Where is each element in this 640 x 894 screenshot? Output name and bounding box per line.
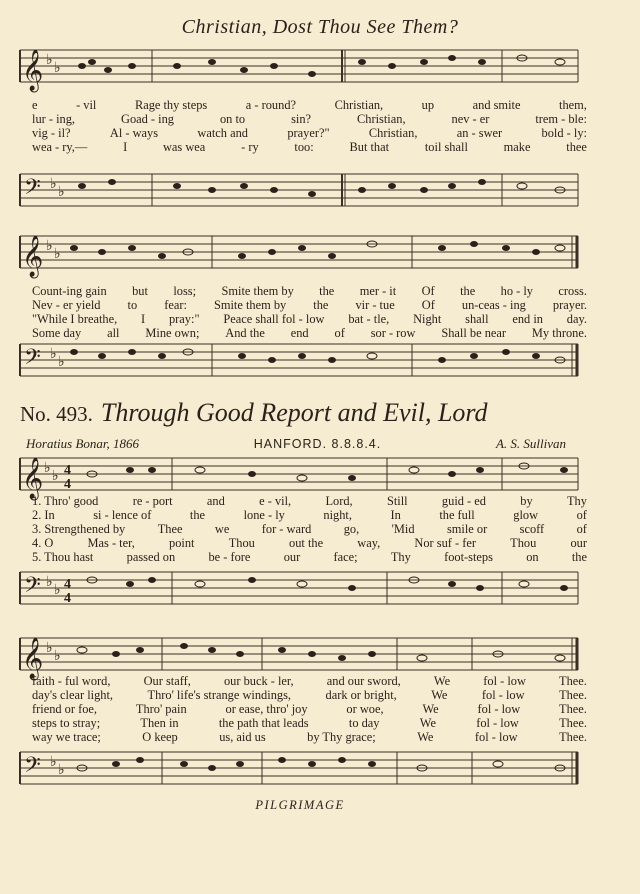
bass-staff — [12, 334, 580, 394]
lyric-syllable: Thee. — [559, 730, 587, 744]
lyric-syllable: toil shall — [424, 140, 468, 154]
lyric-line — [32, 140, 587, 154]
lyric-syllable: fear: — [164, 298, 187, 312]
svg-text:♭: ♭ — [50, 177, 57, 192]
lyric-syllable: vir - tue — [355, 298, 395, 312]
lyric-syllable: Thee. — [559, 674, 587, 688]
lyric-syllable: Al - ways — [109, 126, 159, 140]
svg-text:4: 4 — [64, 463, 71, 478]
svg-text:♭: ♭ — [54, 649, 61, 664]
lyric-syllable: We — [422, 702, 439, 716]
lyric-syllable: Some day — [32, 326, 82, 340]
hymn-title: Through Good Report and Evil, Lord — [100, 398, 488, 427]
lyric-syllable: - vil — [76, 98, 97, 112]
svg-text:𝄞: 𝄞 — [22, 236, 44, 277]
lyric-syllable: vig - il? — [32, 126, 71, 140]
lyric-syllable: re - port — [132, 494, 173, 508]
lyric-syllable: nev - er — [451, 112, 490, 126]
lyric-syllable: fol - low — [481, 688, 525, 702]
hymn-tune: HANFORD. 8.8.8.4. — [253, 437, 382, 451]
lyric-syllable: way we trace; — [32, 730, 101, 744]
lyric-syllable: si - lence of — [93, 508, 152, 522]
svg-text:4: 4 — [64, 577, 71, 592]
lyric-syllable: thee — [566, 140, 587, 154]
svg-text:𝄞: 𝄞 — [22, 638, 44, 679]
lyric-syllable: way, — [357, 536, 381, 550]
lyric-syllable: loss; — [173, 284, 197, 298]
lyric-syllable: Nor suf - fer — [414, 536, 476, 550]
lyric-syllable: was wea — [162, 140, 206, 154]
lyric-syllable: 2. In — [32, 508, 55, 522]
lyric-syllable: too: — [294, 140, 314, 154]
svg-text:♭: ♭ — [54, 583, 61, 598]
lyric-syllable: lone - ly — [243, 508, 285, 522]
lyric-syllable: of — [576, 508, 587, 522]
lyric-syllable: for - ward — [261, 522, 312, 536]
lyric-syllable: Rage thy steps — [134, 98, 208, 112]
hymn-heading — [20, 398, 620, 428]
lyric-syllable: Christian, — [334, 98, 384, 112]
lyric-syllable: Of — [421, 298, 435, 312]
lyric-line — [32, 126, 587, 140]
lyric-syllable: steps to stray; — [32, 716, 101, 730]
svg-text:♭: ♭ — [58, 185, 65, 200]
lyric-syllable: the — [189, 508, 206, 522]
lyric-syllable: on to — [219, 112, 246, 126]
lyric-syllable: faith - ful word, — [32, 674, 111, 688]
lyric-syllable: night, — [323, 508, 352, 522]
svg-text:♭: ♭ — [50, 755, 57, 770]
lyric-syllable: by — [520, 494, 533, 508]
lyric-syllable: Thee. — [559, 716, 587, 730]
lyric-syllable: fol - low — [483, 674, 526, 688]
lyric-syllable: us, aid us — [219, 730, 266, 744]
lyric-syllable: by Thy grace; — [307, 730, 376, 744]
lyric-syllable: mer - it — [359, 284, 397, 298]
lyric-syllable: smile or — [446, 522, 488, 536]
lyric-syllable: Still — [386, 494, 408, 508]
lyric-syllable: e — [32, 98, 38, 112]
lyric-line — [32, 298, 587, 312]
lyric-syllable: wea - ry,— — [32, 140, 88, 154]
svg-text:𝄢: 𝄢 — [24, 753, 41, 783]
lyric-syllable: ho - ly — [500, 284, 533, 298]
lyric-syllable: Mine own; — [145, 326, 200, 340]
lyric-syllable: our buck - ler, — [223, 674, 294, 688]
lyric-syllable: Smite them by — [213, 298, 287, 312]
lyric-syllable: We — [419, 716, 436, 730]
lyric-syllable: day's clear light, — [32, 688, 114, 702]
lyric-syllable: an - swer — [456, 126, 503, 140]
svg-text:𝄞: 𝄞 — [22, 458, 44, 499]
lyric-syllable: 4. O — [32, 536, 54, 550]
lyric-syllable: go, — [343, 522, 360, 536]
lyric-syllable: Thee. — [559, 688, 587, 702]
svg-text:𝄢: 𝄢 — [24, 345, 41, 375]
lyric-syllable: Then in — [140, 716, 179, 730]
lyric-syllable: fol - low — [477, 702, 521, 716]
lyric-syllable: Thy — [390, 550, 411, 564]
lyric-syllable: 3. Strengthened by — [32, 522, 126, 536]
lyric-syllable: face; — [333, 550, 358, 564]
hymn-system-1-lyrics — [32, 494, 587, 564]
lyric-syllable: shall — [465, 312, 489, 326]
svg-text:♭: ♭ — [46, 239, 53, 254]
lyric-line — [32, 98, 587, 112]
hymn-number: No. 493. — [20, 402, 93, 426]
lyric-syllable: "While I breathe, — [32, 312, 118, 326]
lyric-syllable: or woe, — [346, 702, 384, 716]
lyric-syllable: the — [319, 284, 335, 298]
lyric-syllable: My throne. — [531, 326, 587, 340]
lyric-syllable: Peace shall fol - low — [223, 312, 325, 326]
lyric-syllable: We — [431, 688, 448, 702]
lyric-syllable: Thro' pain — [135, 702, 187, 716]
hymn-system-2-lyrics — [32, 674, 587, 744]
svg-text:♭: ♭ — [58, 355, 65, 370]
lyric-syllable: and — [206, 494, 225, 508]
lyric-syllable: day. — [566, 312, 587, 326]
top-hymn-title: Christian, Dost Thou See Them? — [181, 16, 459, 38]
lyric-syllable: the — [571, 550, 587, 564]
lyric-line — [32, 536, 587, 550]
lyric-syllable: glow — [513, 508, 539, 522]
lyric-syllable: the full — [439, 508, 475, 522]
lyric-line — [32, 508, 587, 522]
lyric-syllable: prayer?" — [287, 126, 330, 140]
lyric-syllable: them, — [559, 98, 587, 112]
lyric-line — [32, 716, 587, 730]
lyric-syllable: Smite them by — [221, 284, 294, 298]
lyric-syllable: e - vil, — [259, 494, 292, 508]
lyric-syllable: to day — [348, 716, 380, 730]
lyric-syllable: of — [576, 522, 587, 536]
svg-text:𝄞: 𝄞 — [22, 50, 44, 91]
lyric-syllable: I — [123, 140, 128, 154]
lyric-syllable: Thou — [510, 536, 537, 550]
svg-text:4: 4 — [64, 591, 71, 606]
lyric-syllable: out the — [289, 536, 324, 550]
lyric-syllable: be - fore — [208, 550, 251, 564]
lyric-syllable: up — [421, 98, 435, 112]
lyric-syllable: guid - ed — [441, 494, 486, 508]
lyric-line — [32, 702, 587, 716]
lyric-syllable: Thee — [157, 522, 183, 536]
lyric-syllable: of — [334, 326, 345, 340]
lyric-syllable: 5. Thou hast — [32, 550, 94, 564]
lyric-syllable: watch and — [197, 126, 248, 140]
bass-staff — [12, 742, 580, 802]
lyric-syllable: and our sword, — [326, 674, 401, 688]
lyric-syllable: Our staff, — [143, 674, 191, 688]
lyric-syllable: on — [526, 550, 539, 564]
svg-text:♭: ♭ — [46, 641, 53, 656]
lyric-syllable: But that — [349, 140, 390, 154]
hymn-author: Horatius Bonar, 1866 — [26, 436, 140, 451]
svg-text:♭: ♭ — [52, 469, 59, 484]
lyric-syllable: end in — [512, 312, 543, 326]
lyric-syllable: And the — [225, 326, 265, 340]
lyric-syllable: We — [417, 730, 434, 744]
lyric-syllable: fol - low — [474, 730, 518, 744]
lyric-syllable: fol - low — [476, 716, 519, 730]
lyric-syllable: end — [290, 326, 309, 340]
lyric-syllable: - ry — [241, 140, 259, 154]
lyric-syllable: and smite — [472, 98, 521, 112]
svg-text:♭: ♭ — [44, 461, 51, 476]
lyric-syllable: sor - row — [370, 326, 416, 340]
lyric-syllable: In — [390, 508, 401, 522]
lyric-syllable: Nev - er yield — [32, 298, 101, 312]
lyric-syllable: friend or foe, — [32, 702, 98, 716]
lyric-syllable: 'Mid — [391, 522, 415, 536]
lyric-line — [32, 674, 587, 688]
lyric-syllable: our — [283, 550, 301, 564]
lyric-syllable: dark or bright, — [325, 688, 397, 702]
lyric-syllable: the path that leads — [218, 716, 309, 730]
lyric-syllable: Lord, — [325, 494, 353, 508]
lyric-syllable: I — [141, 312, 146, 326]
bass-staff — [12, 562, 580, 622]
lyric-line — [32, 522, 587, 536]
lyric-syllable: our — [570, 536, 587, 550]
svg-text:𝄢: 𝄢 — [24, 573, 41, 603]
lyric-syllable: or ease, thro' joy — [225, 702, 308, 716]
top-system-1-lyrics — [32, 98, 587, 154]
lyric-syllable: un-ceas - ing — [461, 298, 526, 312]
page-footer-topic: PILGRIMAGE — [255, 798, 345, 812]
lyric-syllable: the — [460, 284, 476, 298]
lyric-syllable: Thou — [228, 536, 255, 550]
lyric-syllable: passed on — [126, 550, 176, 564]
lyric-line — [32, 494, 587, 508]
bass-staff — [12, 164, 580, 224]
lyric-syllable: Night — [413, 312, 442, 326]
svg-text:♭: ♭ — [46, 575, 53, 590]
lyric-syllable: Thy — [566, 494, 587, 508]
lyric-syllable: point — [169, 536, 195, 550]
lyric-syllable: Christian, — [368, 126, 418, 140]
lyric-syllable: Thro' life's strange windings, — [147, 688, 292, 702]
svg-text:♭: ♭ — [46, 53, 53, 68]
lyric-syllable: sin? — [291, 112, 312, 126]
lyric-syllable: trem - ble: — [535, 112, 587, 126]
lyric-syllable: Of — [421, 284, 435, 298]
lyric-syllable: prayer. — [552, 298, 587, 312]
svg-text:4: 4 — [64, 477, 71, 492]
lyric-syllable: 1. Thro' good — [32, 494, 99, 508]
lyric-syllable: bold - ly: — [541, 126, 587, 140]
lyric-syllable: scoff — [519, 522, 545, 536]
lyric-syllable: We — [433, 674, 451, 688]
svg-text:♭: ♭ — [54, 61, 61, 76]
lyric-syllable: we — [214, 522, 230, 536]
lyric-line — [32, 688, 587, 702]
svg-text:𝄢: 𝄢 — [24, 175, 41, 205]
lyric-syllable: pray:" — [168, 312, 200, 326]
lyric-syllable: to — [127, 298, 138, 312]
lyric-syllable: lur - ing, — [32, 112, 76, 126]
lyric-syllable: Mas - ter, — [87, 536, 135, 550]
lyric-syllable: a - round? — [245, 98, 297, 112]
lyric-line — [32, 112, 587, 126]
lyric-syllable: Goad - ing — [121, 112, 174, 126]
lyric-line — [32, 284, 587, 298]
lyric-line — [32, 312, 587, 326]
lyric-syllable: Thee. — [559, 702, 587, 716]
hymn-composer: A. S. Sullivan — [495, 436, 566, 451]
top-system-2-lyrics — [32, 284, 587, 340]
lyric-syllable: the — [313, 298, 329, 312]
lyric-syllable: bat - tle, — [348, 312, 390, 326]
svg-text:♭: ♭ — [58, 763, 65, 778]
svg-text:♭: ♭ — [50, 347, 57, 362]
lyric-syllable: cross. — [558, 284, 587, 298]
lyric-syllable: but — [132, 284, 148, 298]
treble-staff — [12, 40, 580, 100]
lyric-syllable: Shall be near — [441, 326, 507, 340]
lyric-syllable: foot-steps — [444, 550, 493, 564]
lyric-syllable: Count-ing gain — [32, 284, 107, 298]
lyric-syllable: make — [503, 140, 531, 154]
lyric-syllable: Christian, — [357, 112, 406, 126]
lyric-syllable: O keep — [142, 730, 178, 744]
treble-staff — [12, 226, 580, 286]
svg-text:♭: ♭ — [54, 247, 61, 262]
lyric-syllable: all — [107, 326, 120, 340]
